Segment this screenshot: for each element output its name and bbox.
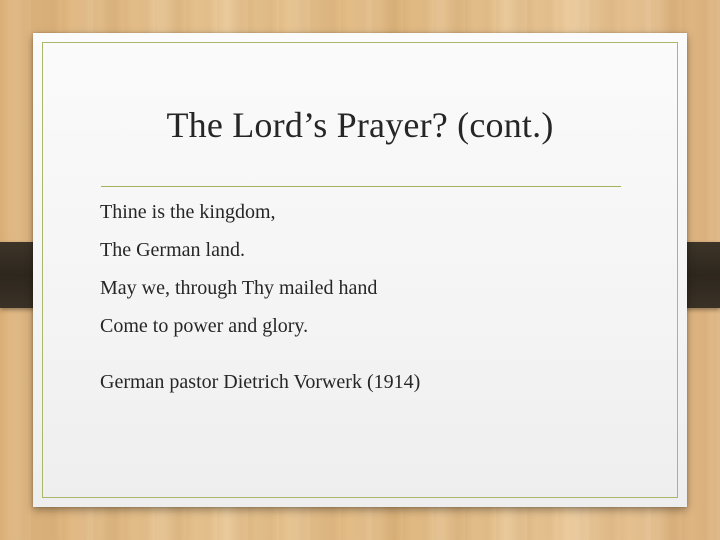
poem-line-1: Thine is the kingdom,	[100, 201, 276, 223]
poem-line-4: Come to power and glory.	[100, 315, 309, 337]
slide-title: The Lord’s Prayer? (cont.)	[166, 105, 554, 145]
slide-paper	[33, 33, 687, 507]
title-divider	[101, 186, 621, 187]
slide-body	[100, 202, 660, 410]
poem-line-3: May we, through Thy mailed hand	[100, 277, 378, 299]
attribution: German pastor Dietrich Vorwerk (1914)	[100, 371, 421, 393]
poem-line-2: The German land.	[100, 239, 245, 261]
